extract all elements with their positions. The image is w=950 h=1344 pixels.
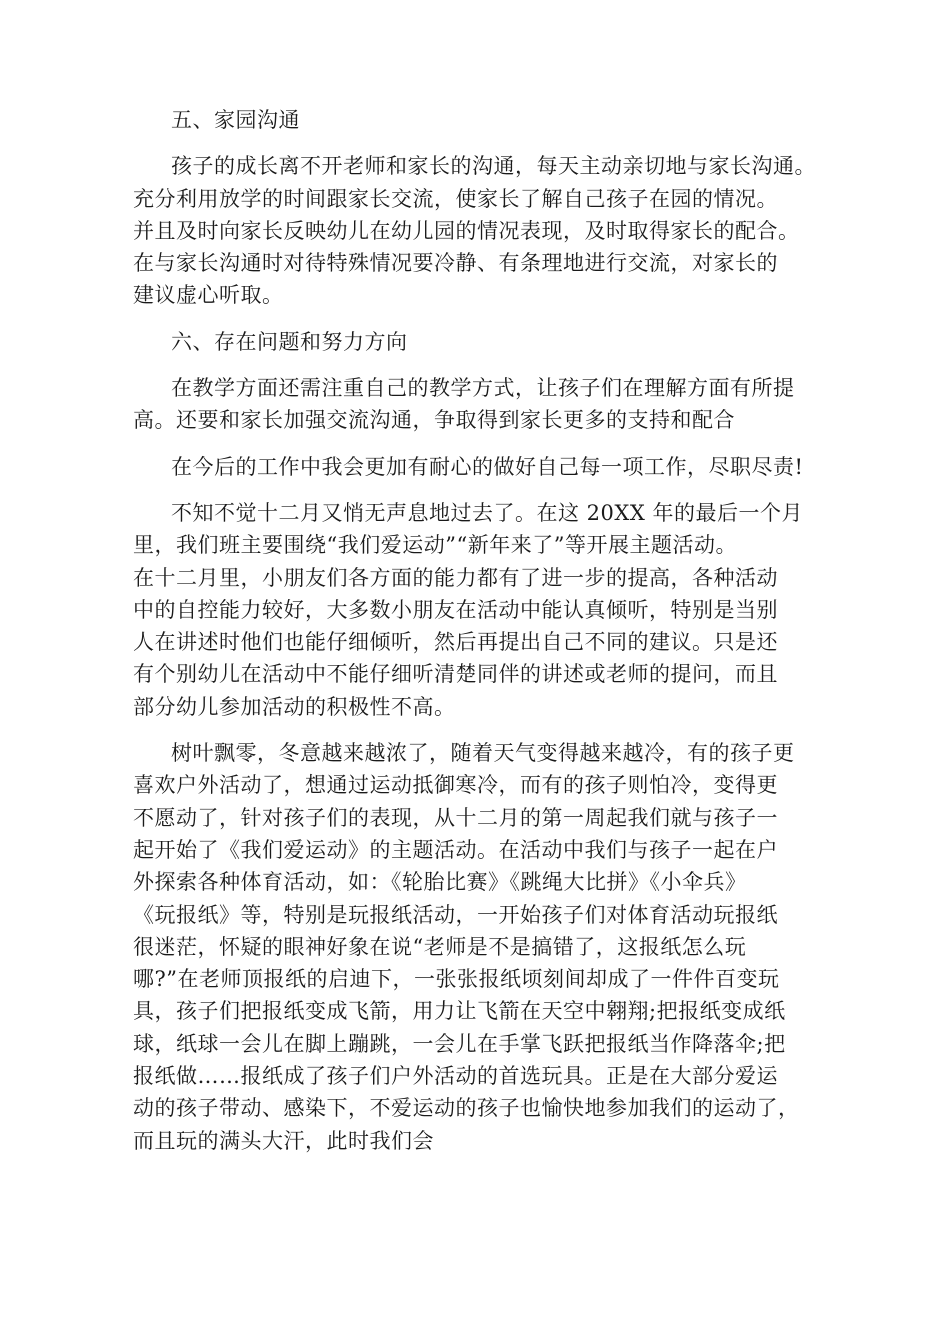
section-heading — [133, 104, 833, 136]
section-heading — [133, 326, 833, 358]
paragraph-line: 哪?”在老师顶报纸的启迪下，一张张报纸顷刻间却成了一件件百变玩 — [133, 967, 780, 992]
heading-text: 六、存在问题和努力方向 — [171, 329, 408, 354]
paragraph-line: 在与家长沟通时对待特殊情况要冷静、有条理地进行交流，对家长的 — [133, 251, 778, 276]
paragraph — [133, 451, 833, 483]
paragraph-line: 在教学方面还需注重自己的教学方式，让孩子们在理解方面有所提 — [171, 376, 795, 401]
paragraph-line: 树叶飘零，冬意越来越浓了，随着天气变得越来越冷，有的孩子更 — [171, 741, 795, 766]
paragraph-line: 具，孩子们把报纸变成飞箭，用力让飞箭在天空中翱翔;把报纸变成纸 — [133, 999, 786, 1024]
paragraph-line: 有个别幼儿在活动中不能仔细听清楚同伴的讲述或老师的提问，而且 — [133, 662, 778, 687]
paragraph — [133, 150, 833, 311]
paragraph-line: 而且玩的满头大汗，此时我们会 — [133, 1128, 434, 1153]
paragraph-line: 动的孩子带动、感染下，不爱运动的孩子也愉快地参加我们的运动了， — [133, 1096, 800, 1121]
paragraph-line: 里，我们班主要围绕“我们爱运动”“新年来了”等开展主题活动。 — [133, 533, 737, 558]
paragraph-line: 中的自控能力较好，大多数小朋友在活动中能认真倾听，特别是当别 — [133, 597, 778, 622]
paragraph-line: 并且及时向家长反映幼儿在幼儿园的情况表现，及时取得家长的配合。 — [133, 218, 800, 243]
paragraph-line: 人在讲述时他们也能仔细倾听，然后再提出自己不同的建议。只是还 — [133, 630, 778, 655]
heading-text: 五、家园沟通 — [171, 108, 300, 132]
paragraph-line: 《玩报纸》等，特别是玩报纸活动，一开始孩子们对体育活动玩报纸 — [133, 902, 778, 927]
paragraph-line: 报纸做……报纸成了孩子们户外活动的首选玩具。正是在大部分爱运 — [133, 1064, 778, 1089]
paragraph-line: 很迷茫，怀疑的眼神好象在说“老师是不是搞错了，这报纸怎么玩 — [133, 934, 747, 959]
paragraph — [133, 372, 833, 437]
paragraph-line: 起开始了《我们爱运动》的主题活动。在活动中我们与孩子一起在户 — [133, 837, 778, 862]
paragraph — [133, 737, 833, 1157]
paragraph-line: 建议虚心听取。 — [133, 283, 284, 308]
paragraph-line: 充分利用放学的时间跟家长交流，使家长了解自己孩子在园的情况。 — [133, 186, 778, 211]
paragraph-line: 在十二月里，小朋友们各方面的能力都有了进一步的提高，各种活动 — [133, 565, 778, 590]
document-body — [133, 104, 833, 1171]
paragraph-line: 外探索各种体育活动，如：《轮胎比赛》《跳绳大比拼》《小伞兵》 — [133, 870, 747, 895]
paragraph-line: 喜欢户外活动了，想通过运动抵御寒冷，而有的孩子则怕冷，变得更 — [133, 773, 778, 798]
paragraph-line: 不愿动了，针对孩子们的表现，从十二月的第一周起我们就与孩子一 — [133, 805, 778, 830]
paragraph-line: 高。还要和家长加强交流沟通，争取得到家长更多的支持和配合 — [133, 408, 735, 433]
paragraph-line: 球，纸球一会儿在脚上蹦跳，一会儿在手掌飞跃把报纸当作降落伞;把 — [133, 1031, 786, 1056]
paragraph — [133, 497, 833, 723]
paragraph-line: 孩子的成长离不开老师和家长的沟通，每天主动亲切地与家长沟通。 — [171, 154, 816, 179]
paragraph-line: 部分幼儿参加活动的积极性不高。 — [133, 694, 456, 719]
paragraph-line: 在今后的工作中我会更加有耐心的做好自己每一项工作，尽职尽责! — [171, 454, 804, 479]
paragraph-line: 不知不觉十二月又悄无声息地过去了。在这 20XX 年的最后一个月 — [171, 500, 803, 525]
